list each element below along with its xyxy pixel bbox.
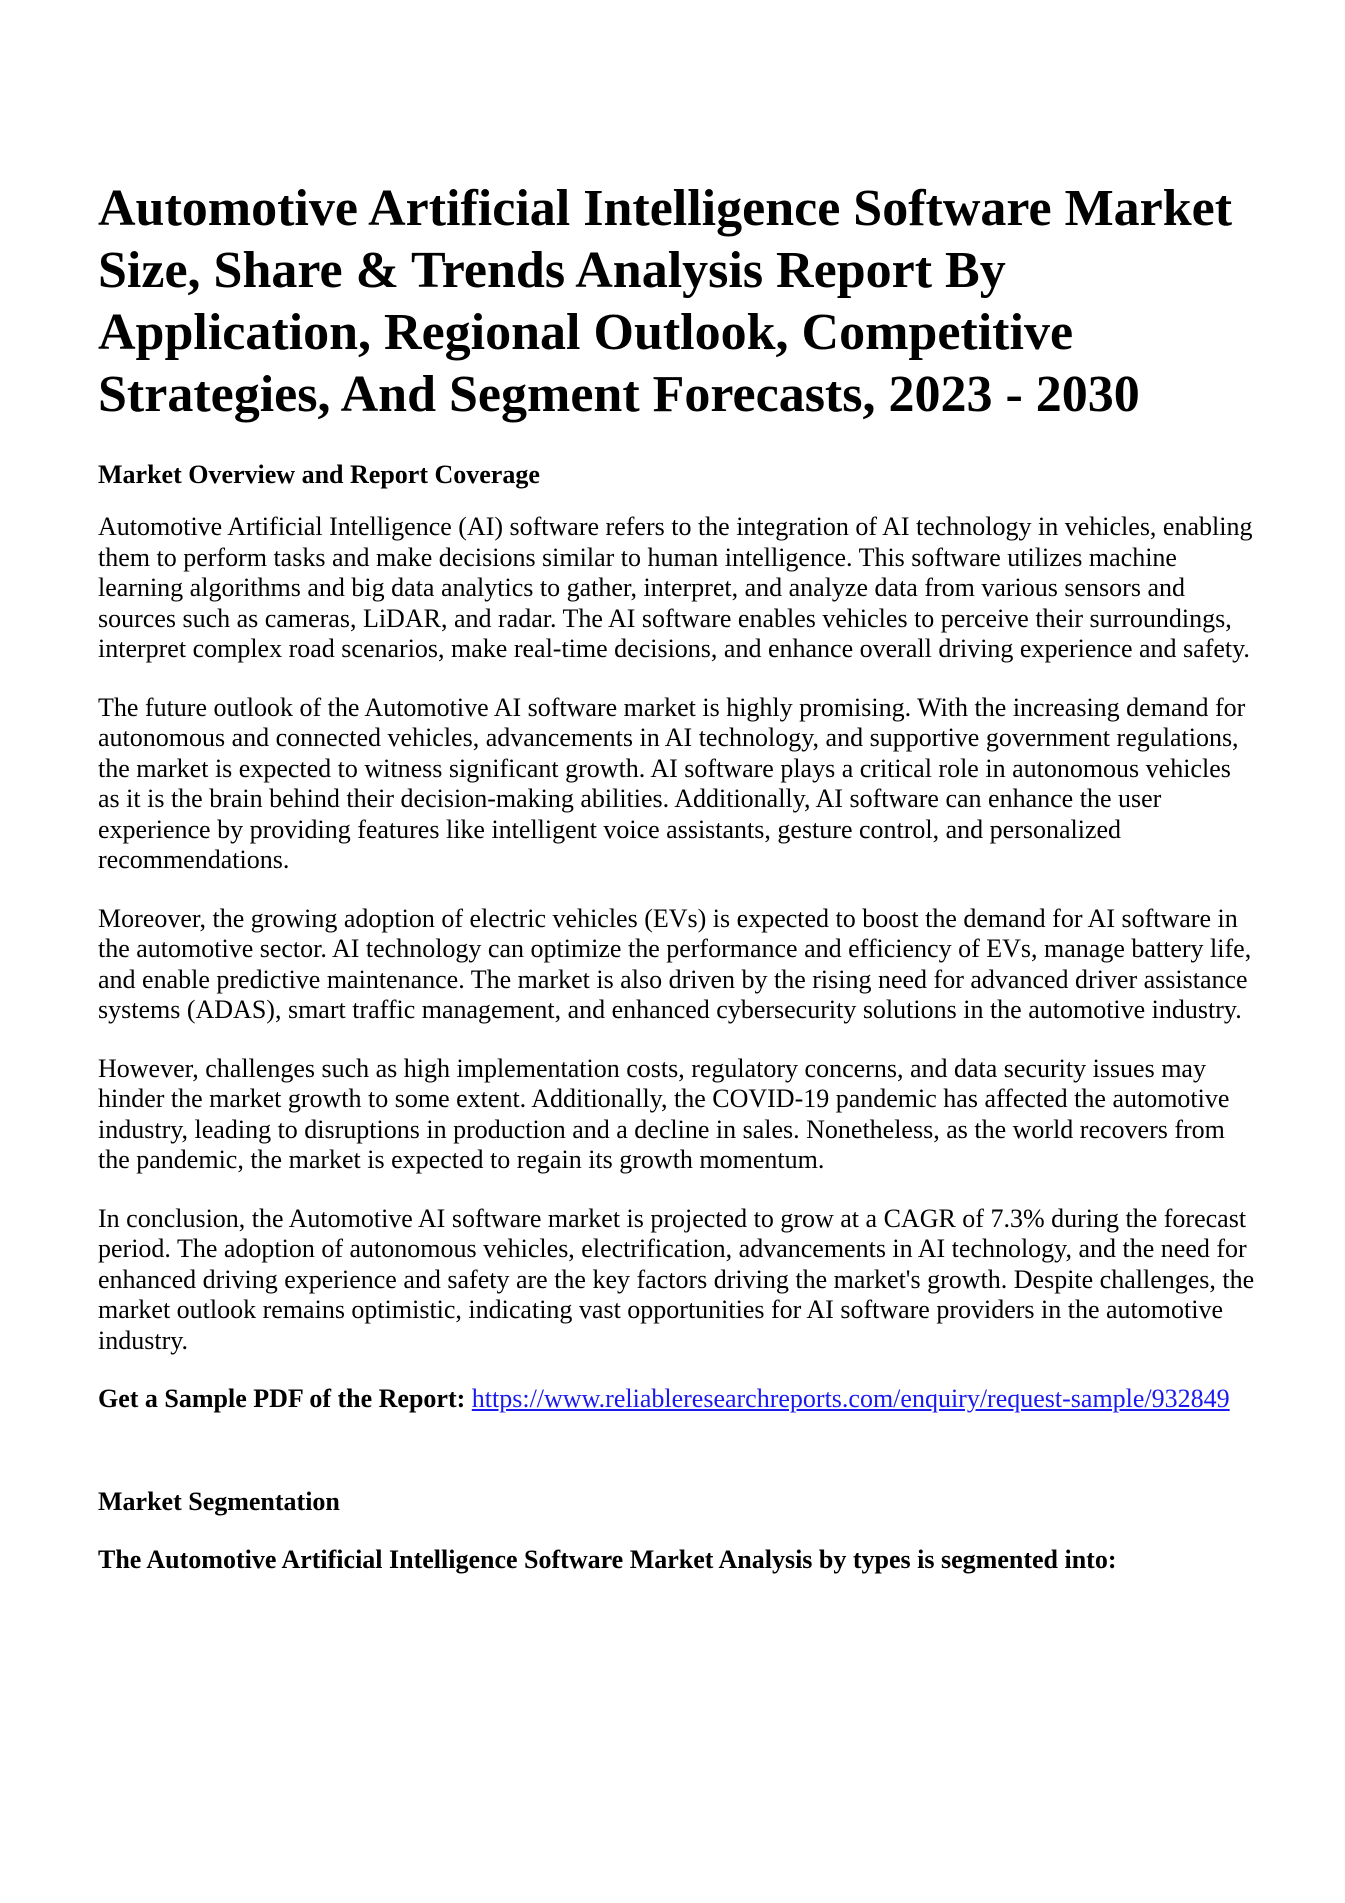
- overview-paragraph-5: In conclusion, the Automotive AI software market is projected to grow at a CAGR of 7.3% during the forecast period. The adoption of autonomous vehicles, electrification, advancements in AI technology, and the need for enhanced driving experience and safety are the key factors driving the market's growth. Despite challenges, the market outlook remains optimistic, indicating vast opportunities for AI software providers in the automotive industry.: [98, 1203, 1255, 1355]
- overview-paragraph-1: Automotive Artificial Intelligence (AI) software refers to the integration of AI technology in vehicles, enabling them to perform tasks and make decisions similar to human intelligence. This software utilizes machine learning algorithms and big data analytics to gather, interpret, and analyze data from various sensors and sources such as cameras, LiDAR, and radar. The AI software enables vehicles to perceive their surroundings, interpret complex road scenarios, make real-time decisions, and enhance overall driving experience and safety.: [98, 512, 1253, 663]
- overview-heading: Market Overview and Report Coverage: [98, 460, 540, 489]
- segmentation-subheading: The Automotive Artificial Intelligence Software Market Analysis by types is segmented into:: [98, 1544, 1117, 1574]
- sample-pdf-line: [98, 1384, 1258, 1415]
- page-title: Automotive Artificial Intelligence Software Market Size, Share & Trends Analysis Report By Application, Regional Outlook, Competitive Strategies, And Segment Forecasts, 2023 - 2030: [98, 180, 1233, 423]
- overview-paragraph-4: However, challenges such as high implementation costs, regulatory concerns, and data security issues may hinder the market growth to some extent. Additionally, the COVID-19 pandemic has affected the automotive industry, leading to disruptions in production and a decline in sales. Nonetheless, as the world recovers from the pandemic, the market is expected to regain its growth momentum.: [98, 1053, 1230, 1174]
- segmentation-heading: Market Segmentation: [98, 1486, 340, 1516]
- sample-pdf-label: Get a Sample PDF of the Report:: [98, 1384, 466, 1413]
- sample-pdf-link[interactable]: https://www.reliableresearchreports.com/enquiry/request-sample/932849: [471, 1384, 1230, 1413]
- overview-paragraph-2: The future outlook of the Automotive AI software market is highly promising. With the increasing demand for autonomous and connected vehicles, advancements in AI technology, and supportive government regulations, the market is expected to witness significant growth. AI software plays a critical role in autonomous vehicles as it is the brain behind their decision-making abilities. Additionally, AI software can enhance the user experience by providing features like intelligent voice assistants, gesture control, and personalized recommendations.: [98, 692, 1246, 874]
- section-spacer: [98, 1415, 1258, 1487]
- document-page: [98, 178, 1258, 1575]
- overview-paragraph-3: Moreover, the growing adoption of electric vehicles (EVs) is expected to boost the demand for AI software in the automotive sector. AI technology can optimize the performance and efficiency of EVs, manage battery life, and enable predictive maintenance. The market is also driven by the rising need for advanced driver assistance systems (ADAS), smart traffic management, and enhanced cybersecurity solutions in the automotive industry.: [98, 903, 1252, 1024]
